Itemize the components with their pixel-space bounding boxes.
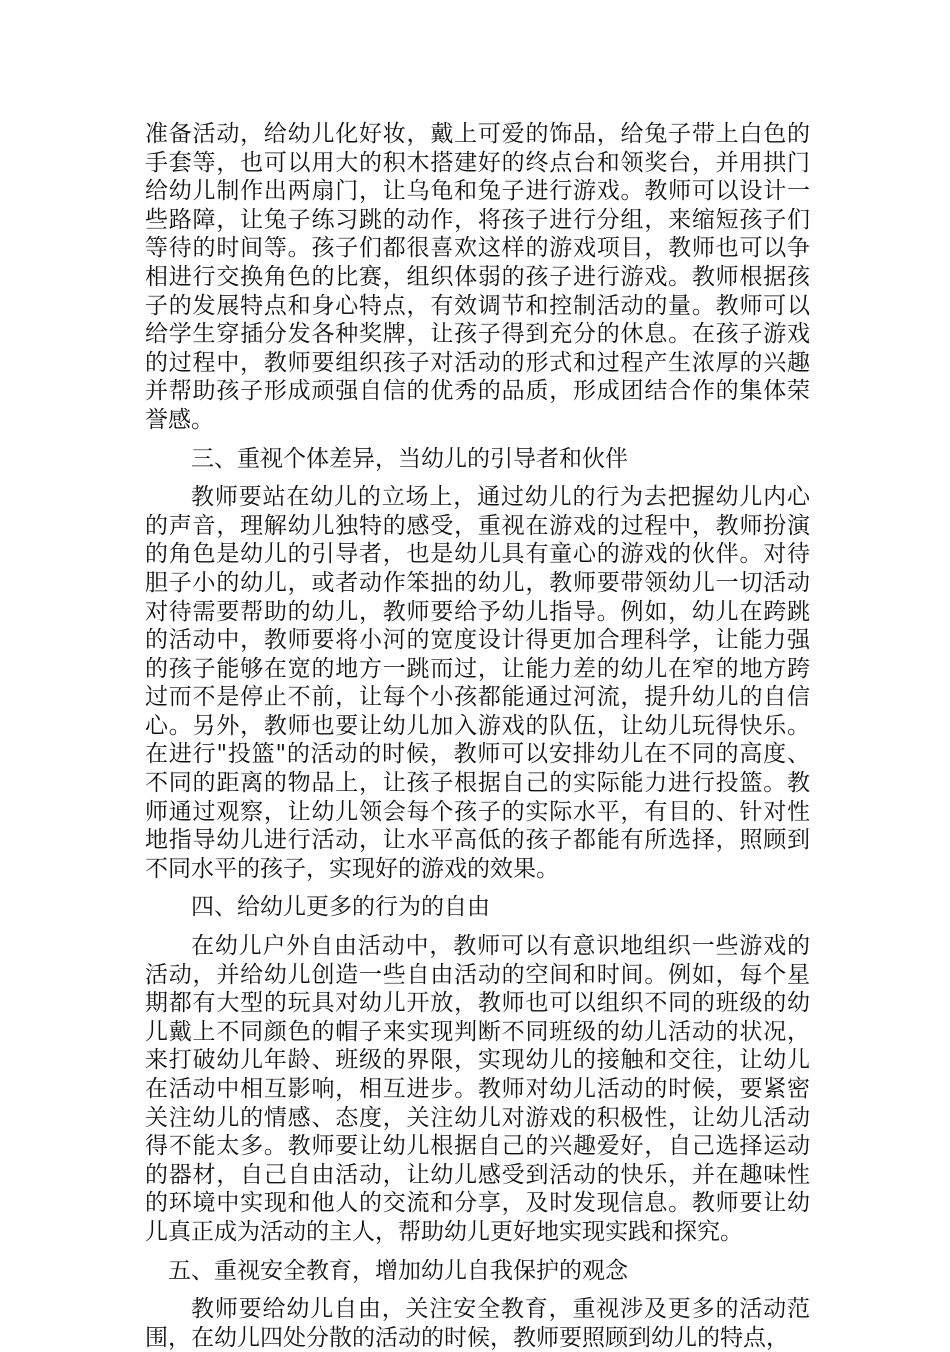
- paragraph-section-3: 教师要站在幼儿的立场上，通过幼儿的行为去把握幼儿内心的声音，理解幼儿独特的感受，重视在游戏的过程中，教师扮演的角色是幼儿的引导者，也是幼儿具有童心的游戏的伙伴。对待胆子小的幼儿，或者动作笨拙的幼儿，教师要带领幼儿一切活动对待需要帮助的幼儿，教师要给予幼儿指导。例如，幼儿在跨跳的活动中，教师要将小河的宽度设计得更加合理科学，让能力强的孩子能够在宽的地方一跳而过，让能力差的幼儿在窄的地方跨过而不是停止不前，让每个小孩都能通过河流，提升幼儿的自信心。另外，教师也要让幼儿加入游戏的队伍，让幼儿玩得快乐。在进行"投篮"的活动的时候，教师可以安排幼儿在不同的高度、不同的距离的物品上，让孩子根据自己的实际能力进行投篮。教师通过观察，让幼儿领会每个孩子的实际水平，有目的、针对性地指导幼儿进行活动，让水平高低的孩子都能有所选择，照顾到不同水平的孩子，实现好的游戏的效果。: [145, 484, 810, 882]
- paragraph-continuation: 准备活动，给幼儿化好妆，戴上可爱的饰品，给兔子带上白色的手套等，也可以用大的积木搭建好的终点台和领奖台，并用拱门给幼儿制作出两扇门，让乌龟和兔子进行游戏。教师可以设计一些路障，让兔子练习跳的动作，将孩子进行分组，来缩短孩子们等待的时间等。孩子们都很喜欢这样的游戏项目，教师也可以争相进行交换角色的比赛，组织体弱的孩子进行游戏。教师根据孩子的发展特点和身心特点，有效调节和控制活动的量。教师可以给学生穿插分发各种奖牌，让孩子得到充分的休息。在孩子游戏的过程中，教师要组织孩子对活动的形式和过程产生浓厚的兴趣并帮助孩子形成顽强自信的优秀的品质，形成团结合作的集体荣誉感。: [145, 121, 810, 433]
- section-heading-4: 四、给幼儿更多的行为的自由: [191, 894, 490, 921]
- paragraph-section-5: 教师要给幼儿自由，关注安全教育，重视涉及更多的活动范围，在幼儿四处分散的活动的时候，教师要照顾到幼儿的特点，: [145, 1296, 810, 1351]
- section-heading-3: 三、重视个体差异，当幼儿的引导者和伙伴: [191, 445, 628, 472]
- document-page: [145, 120, 810, 1352]
- section-heading-5: 五、重视安全教育，增加幼儿自我保护的观念: [168, 1257, 628, 1284]
- paragraph-section-4: 在幼儿户外自由活动中，教师可以有意识地组织一些游戏的活动，并给幼儿创造一些自由活动的空间和时间。例如，每个星期都有大型的玩具对幼儿开放，教师也可以组织不同的班级的幼儿戴上不同颜色的帽子来实现判断不同班级的幼儿活动的状况，来打破幼儿年龄、班级的界限，实现幼儿的接触和交往，让幼儿在活动中相互影响，相互进步。教师对幼儿活动的时候，要紧密关注幼儿的情感、态度，关注幼儿对游戏的积极性，让幼儿活动得不能太多。教师要让幼儿根据自己的兴趣爱好，自己选择运动的器材，自己自由活动，让幼儿感受到活动的快乐，并在趣味性的环境中实现和他人的交流和分享，及时发现信息。教师要让幼儿真正成为活动的主人，帮助幼儿更好地实现实践和探究。: [145, 933, 810, 1245]
